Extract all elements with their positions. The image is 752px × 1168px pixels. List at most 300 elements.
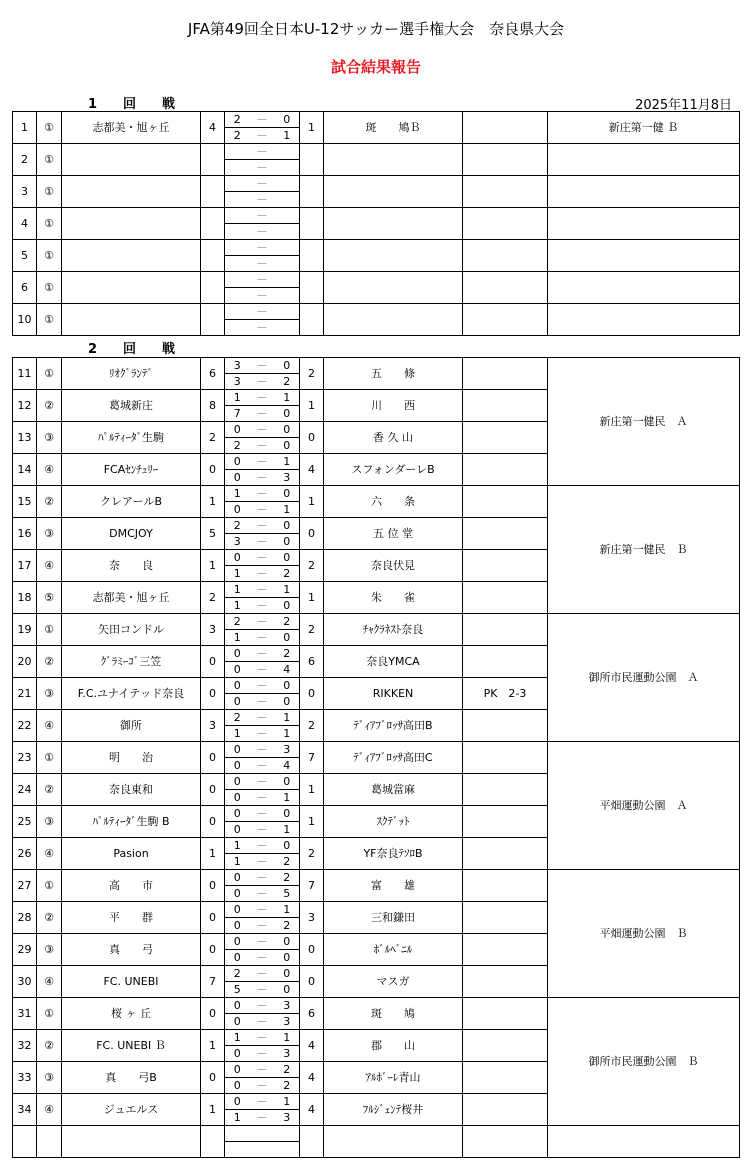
first-half-dash: － <box>250 678 275 694</box>
match-circle-mark: ⑤ <box>37 582 62 614</box>
second-half-away-score: 1 <box>275 822 300 838</box>
second-half-home-score: 0 <box>225 918 250 934</box>
first-half-home-score: 0 <box>225 454 250 470</box>
venue-name <box>548 240 740 272</box>
match-note <box>463 934 548 966</box>
away-total-score: 4 <box>300 1062 324 1094</box>
second-half-home-score: 1 <box>225 598 250 614</box>
first-half-away-score <box>275 240 300 256</box>
away-team-name: 葛城當麻 <box>324 774 463 806</box>
away-total-score: 2 <box>300 710 324 742</box>
away-total-score <box>300 208 324 240</box>
home-team-name: 奈良東和 <box>62 774 201 806</box>
second-half-away-score: 0 <box>275 406 300 422</box>
second-half-home-score: 0 <box>225 1078 250 1094</box>
match-number: 28 <box>13 902 37 934</box>
match-circle-mark: ① <box>37 272 62 304</box>
home-total-score: 7 <box>201 966 225 998</box>
away-team-name: ﾁｬｸﾗﾈｽﾄ奈良 <box>324 614 463 646</box>
home-total-score <box>201 304 225 336</box>
match-circle-mark: ④ <box>37 966 62 998</box>
second-half-away-score <box>275 320 300 336</box>
first-half-dash: － <box>250 966 275 982</box>
home-team-name <box>62 144 201 176</box>
match-number: 14 <box>13 454 37 486</box>
second-half-home-score <box>225 192 250 208</box>
match-number: 12 <box>13 390 37 422</box>
home-total-score <box>201 208 225 240</box>
home-total-score: 0 <box>201 902 225 934</box>
second-half-home-score: 0 <box>225 502 250 518</box>
match-row <box>13 272 740 288</box>
match-row <box>13 998 740 1014</box>
first-half-dash: － <box>250 208 275 224</box>
second-half-home-score: 3 <box>225 374 250 390</box>
match-row <box>13 304 740 320</box>
away-total-score: 0 <box>300 966 324 998</box>
away-team-name: 斑 鳩 <box>324 998 463 1030</box>
second-half-home-score: 1 <box>225 630 250 646</box>
first-half-away-score <box>275 304 300 320</box>
match-circle-mark: ④ <box>37 838 62 870</box>
first-half-dash: － <box>250 176 275 192</box>
second-half-dash: － <box>250 822 275 838</box>
match-number: 1 <box>13 112 37 144</box>
home-team-name: Pasion <box>62 838 201 870</box>
home-total-score: 1 <box>201 550 225 582</box>
first-half-away-score: 1 <box>275 454 300 470</box>
home-team-name: FCAｾﾝﾁｭﾘｰ <box>62 454 201 486</box>
away-team-name <box>324 144 463 176</box>
first-half-home-score <box>225 240 250 256</box>
first-half-away-score: 3 <box>275 998 300 1014</box>
away-total-score: 0 <box>300 678 324 710</box>
home-team-name: 真 弓 <box>62 934 201 966</box>
match-number: 20 <box>13 646 37 678</box>
away-team-name: ﾃﾞｨｱﾌﾞﾛｯｻ高田B <box>324 710 463 742</box>
home-team-name: 志都美・旭ヶ丘 <box>62 112 201 144</box>
home-team-name: ﾊﾟﾙﾃｨｰﾀﾞ生駒 <box>62 422 201 454</box>
second-half-away-score <box>275 224 300 240</box>
match-circle-mark: ③ <box>37 678 62 710</box>
match-number: 19 <box>13 614 37 646</box>
match-note <box>463 902 548 934</box>
second-half-home-score: 0 <box>225 470 250 486</box>
second-half-away-score: 1 <box>275 726 300 742</box>
away-team-name: ｽｸﾃﾞｯﾄ <box>324 806 463 838</box>
second-half-away-score: 5 <box>275 886 300 902</box>
empty-score-b <box>275 1126 300 1142</box>
first-half-home-score: 0 <box>225 806 250 822</box>
first-half-away-score: 0 <box>275 358 300 374</box>
away-total-score <box>300 176 324 208</box>
venue-name <box>548 304 740 336</box>
match-note: PK 2-3 <box>463 678 548 710</box>
second-half-dash: － <box>250 694 275 710</box>
first-half-away-score: 1 <box>275 902 300 918</box>
match-number: 34 <box>13 1094 37 1126</box>
second-half-dash: － <box>250 1110 275 1126</box>
match-number: 27 <box>13 870 37 902</box>
first-half-dash: － <box>250 550 275 566</box>
home-total-score: 0 <box>201 998 225 1030</box>
round-2-table <box>12 357 740 1158</box>
home-team-name: DMCJOY <box>62 518 201 550</box>
match-row <box>13 208 740 224</box>
first-half-away-score: 1 <box>275 582 300 598</box>
first-half-dash: － <box>250 112 275 128</box>
away-total-score: 2 <box>300 614 324 646</box>
first-half-away-score: 1 <box>275 710 300 726</box>
first-half-dash: － <box>250 1030 275 1046</box>
home-team-name: ﾘｵｸﾞﾗﾝﾃﾞ <box>62 358 201 390</box>
second-half-home-score: 0 <box>225 886 250 902</box>
second-half-home-score: 0 <box>225 1014 250 1030</box>
first-half-dash: － <box>250 240 275 256</box>
match-circle-mark: ① <box>37 176 62 208</box>
venue-name: 新庄第一健 Ｂ <box>548 112 740 144</box>
first-half-home-score: 0 <box>225 870 250 886</box>
home-total-score: 3 <box>201 614 225 646</box>
match-circle-mark: ① <box>37 304 62 336</box>
away-team-name: 五 條 <box>324 358 463 390</box>
first-half-away-score: 0 <box>275 486 300 502</box>
second-half-away-score: 3 <box>275 1110 300 1126</box>
home-team-name <box>62 240 201 272</box>
home-total-score: 1 <box>201 1030 225 1062</box>
match-circle-mark: ③ <box>37 1062 62 1094</box>
home-total-score: 0 <box>201 678 225 710</box>
match-note <box>463 518 548 550</box>
empty-mark <box>37 1126 62 1158</box>
second-half-dash: － <box>250 160 275 176</box>
second-half-dash: － <box>250 566 275 582</box>
away-team-name <box>324 272 463 304</box>
home-team-name <box>62 176 201 208</box>
first-half-away-score: 0 <box>275 678 300 694</box>
away-team-name: 川 西 <box>324 390 463 422</box>
away-total-score: 4 <box>300 1030 324 1062</box>
first-half-home-score <box>225 304 250 320</box>
second-half-home-score <box>225 160 250 176</box>
page-title: JFA第49回全日本U-12サッカー選手権大会 奈良県大会 <box>187 20 565 38</box>
first-half-dash: － <box>250 304 275 320</box>
home-team-name: FC. UNEBI Ｂ <box>62 1030 201 1062</box>
match-circle-mark: ① <box>37 144 62 176</box>
second-half-away-score: 1 <box>275 128 300 144</box>
venue-name: 御所市民運動公園 Ａ <box>548 614 740 742</box>
second-half-dash: － <box>250 982 275 998</box>
away-total-score: 1 <box>300 390 324 422</box>
second-half-away-score <box>275 288 300 304</box>
away-team-name: 郡 山 <box>324 1030 463 1062</box>
first-half-dash: － <box>250 614 275 630</box>
second-half-dash: － <box>250 320 275 336</box>
away-total-score <box>300 272 324 304</box>
match-row <box>13 144 740 160</box>
second-half-home-score: 0 <box>225 950 250 966</box>
venue-name <box>548 176 740 208</box>
away-team-name: YF奈良ﾃｿﾛB <box>324 838 463 870</box>
match-row <box>13 614 740 630</box>
match-circle-mark: ④ <box>37 454 62 486</box>
first-half-dash: － <box>250 646 275 662</box>
away-team-name: 奈良YMCA <box>324 646 463 678</box>
first-half-home-score: 0 <box>225 678 250 694</box>
second-half-away-score: 4 <box>275 662 300 678</box>
match-note <box>463 710 548 742</box>
away-team-name: 朱 雀 <box>324 582 463 614</box>
second-half-home-score: 3 <box>225 534 250 550</box>
away-total-score <box>300 240 324 272</box>
second-half-home-score: 2 <box>225 438 250 454</box>
second-half-away-score: 0 <box>275 982 300 998</box>
report-date: 2025年11月8日 <box>635 98 732 113</box>
second-half-dash: － <box>250 128 275 144</box>
first-half-dash: － <box>250 422 275 438</box>
match-circle-mark: ③ <box>37 422 62 454</box>
home-total-score: 1 <box>201 838 225 870</box>
match-circle-mark: ④ <box>37 550 62 582</box>
first-half-away-score <box>275 144 300 160</box>
home-total-score: 1 <box>201 486 225 518</box>
home-total-score: 8 <box>201 390 225 422</box>
second-half-away-score: 3 <box>275 1014 300 1030</box>
first-half-dash: － <box>250 870 275 886</box>
first-half-away-score: 2 <box>275 870 300 886</box>
home-team-name: 高 市 <box>62 870 201 902</box>
second-half-home-score: 0 <box>225 822 250 838</box>
home-team-name: ｸﾞﾗﾐｰｺﾞ三笠 <box>62 646 201 678</box>
first-half-home-score: 2 <box>225 710 250 726</box>
venue-name: 新庄第一健民 Ａ <box>548 358 740 486</box>
match-note <box>463 176 548 208</box>
first-half-home-score: 2 <box>225 112 250 128</box>
first-half-dash: － <box>250 742 275 758</box>
first-half-home-score: 1 <box>225 838 250 854</box>
first-half-dash: － <box>250 838 275 854</box>
venue-name: 平畑運動公園 Ａ <box>548 742 740 870</box>
match-note <box>463 1062 548 1094</box>
empty-row <box>13 1126 740 1142</box>
first-half-dash: － <box>250 774 275 790</box>
match-note <box>463 422 548 454</box>
match-circle-mark: ③ <box>37 518 62 550</box>
empty-score-dash <box>250 1126 275 1142</box>
match-note <box>463 358 548 390</box>
home-team-name: 葛城新庄 <box>62 390 201 422</box>
home-total-score: 6 <box>201 358 225 390</box>
match-number: 2 <box>13 144 37 176</box>
match-number: 13 <box>13 422 37 454</box>
first-half-dash: － <box>250 486 275 502</box>
match-row <box>13 112 740 128</box>
home-team-name: 奈 良 <box>62 550 201 582</box>
first-half-away-score <box>275 176 300 192</box>
match-number: 30 <box>13 966 37 998</box>
first-half-home-score: 0 <box>225 774 250 790</box>
match-circle-mark: ④ <box>37 710 62 742</box>
match-note <box>463 1094 548 1126</box>
second-half-dash: － <box>250 374 275 390</box>
home-team-name <box>62 304 201 336</box>
first-half-away-score <box>275 208 300 224</box>
match-note <box>463 806 548 838</box>
match-circle-mark: ① <box>37 614 62 646</box>
away-team-name: 斑 鳩Ｂ <box>324 112 463 144</box>
match-note <box>463 112 548 144</box>
match-row <box>13 742 740 758</box>
empty-venue <box>548 1126 740 1158</box>
second-half-dash: － <box>250 502 275 518</box>
match-number: 24 <box>13 774 37 806</box>
match-note <box>463 1030 548 1062</box>
second-half-away-score: 1 <box>275 502 300 518</box>
away-total-score: 1 <box>300 806 324 838</box>
match-circle-mark: ① <box>37 240 62 272</box>
match-note <box>463 304 548 336</box>
home-total-score: 2 <box>201 422 225 454</box>
match-circle-mark: ② <box>37 486 62 518</box>
second-half-away-score: 1 <box>275 790 300 806</box>
first-half-away-score: 2 <box>275 646 300 662</box>
first-half-home-score: 0 <box>225 902 250 918</box>
home-team-name: FC. UNEBI <box>62 966 201 998</box>
report-subtitle: 試合結果報告 <box>330 58 421 76</box>
first-half-dash: － <box>250 144 275 160</box>
round-1-table <box>12 111 740 336</box>
empty-team-2 <box>324 1126 463 1158</box>
first-half-dash: － <box>250 934 275 950</box>
first-half-away-score: 1 <box>275 1094 300 1110</box>
first-half-dash: － <box>250 1062 275 1078</box>
away-total-score: 0 <box>300 518 324 550</box>
home-total-score: 2 <box>201 582 225 614</box>
away-total-score: 2 <box>300 358 324 390</box>
first-half-home-score: 0 <box>225 742 250 758</box>
home-total-score <box>201 240 225 272</box>
first-half-home-score <box>225 208 250 224</box>
venue-name: 平畑運動公園 Ｂ <box>548 870 740 998</box>
match-number: 3 <box>13 176 37 208</box>
away-team-name: RIKKEN <box>324 678 463 710</box>
second-half-home-score: 2 <box>225 128 250 144</box>
second-half-away-score: 3 <box>275 1046 300 1062</box>
home-total-score <box>201 176 225 208</box>
match-circle-mark: ④ <box>37 1094 62 1126</box>
away-total-score: 4 <box>300 454 324 486</box>
home-team-name <box>62 272 201 304</box>
second-half-home-score: 0 <box>225 694 250 710</box>
second-half-dash: － <box>250 854 275 870</box>
match-note <box>463 774 548 806</box>
match-row <box>13 176 740 192</box>
first-half-home-score: 0 <box>225 998 250 1014</box>
match-circle-mark: ① <box>37 358 62 390</box>
match-row <box>13 486 740 502</box>
second-half-dash: － <box>250 470 275 486</box>
second-half-dash: － <box>250 726 275 742</box>
home-total-score: 0 <box>201 870 225 902</box>
match-circle-mark: ② <box>37 646 62 678</box>
first-half-home-score: 1 <box>225 486 250 502</box>
second-half-dash: － <box>250 758 275 774</box>
second-half-away-score: 2 <box>275 1078 300 1094</box>
second-half-dash: － <box>250 438 275 454</box>
match-number: 16 <box>13 518 37 550</box>
first-half-away-score: 2 <box>275 1062 300 1078</box>
second-half-home-score: 0 <box>225 1046 250 1062</box>
second-half-dash: － <box>250 598 275 614</box>
first-half-home-score: 0 <box>225 550 250 566</box>
first-half-away-score <box>275 272 300 288</box>
match-note <box>463 390 548 422</box>
home-team-name: 真 弓B <box>62 1062 201 1094</box>
away-total-score: 3 <box>300 902 324 934</box>
second-half-dash: － <box>250 192 275 208</box>
match-number: 33 <box>13 1062 37 1094</box>
home-team-name: 志都美・旭ヶ丘 <box>62 582 201 614</box>
match-number: 5 <box>13 240 37 272</box>
empty-number <box>13 1126 37 1158</box>
second-half-dash: － <box>250 288 275 304</box>
home-team-name: 桜 ヶ 丘 <box>62 998 201 1030</box>
empty-score-a2 <box>225 1142 250 1158</box>
away-total-score: 2 <box>300 838 324 870</box>
away-total-score: 1 <box>300 112 324 144</box>
first-half-away-score: 1 <box>275 1030 300 1046</box>
second-half-away-score: 2 <box>275 374 300 390</box>
away-total-score: 1 <box>300 486 324 518</box>
home-team-name: F.C.ユナイテッド奈良 <box>62 678 201 710</box>
match-note <box>463 144 548 176</box>
match-note <box>463 998 548 1030</box>
venue-name <box>548 208 740 240</box>
away-total-score: 0 <box>300 422 324 454</box>
first-half-home-score: 0 <box>225 1062 250 1078</box>
match-row <box>13 870 740 886</box>
match-note <box>463 870 548 902</box>
second-half-dash: － <box>250 1046 275 1062</box>
home-total-score: 3 <box>201 710 225 742</box>
second-half-home-score: 5 <box>225 982 250 998</box>
second-half-dash: － <box>250 406 275 422</box>
away-team-name: 五 位 堂 <box>324 518 463 550</box>
match-note <box>463 454 548 486</box>
first-half-away-score: 0 <box>275 774 300 790</box>
away-total-score: 4 <box>300 1094 324 1126</box>
first-half-home-score <box>225 176 250 192</box>
away-total-score: 0 <box>300 934 324 966</box>
second-half-home-score: 1 <box>225 854 250 870</box>
second-half-away-score: 0 <box>275 438 300 454</box>
first-half-home-score: 0 <box>225 646 250 662</box>
empty-score-a <box>225 1126 250 1142</box>
first-half-away-score: 0 <box>275 550 300 566</box>
match-number: 6 <box>13 272 37 304</box>
first-half-away-score: 0 <box>275 518 300 534</box>
home-team-name: クレアールB <box>62 486 201 518</box>
round-2-heading: 2 回 戦 <box>88 342 176 357</box>
second-half-away-score: 4 <box>275 758 300 774</box>
home-team-name <box>62 208 201 240</box>
away-team-name: ｱﾙﾎﾞｰﾚ青山 <box>324 1062 463 1094</box>
away-team-name: 富 雄 <box>324 870 463 902</box>
away-total-score: 2 <box>300 550 324 582</box>
venue-name: 御所市民運動公園 Ｂ <box>548 998 740 1126</box>
match-number: 15 <box>13 486 37 518</box>
second-half-dash: － <box>250 950 275 966</box>
